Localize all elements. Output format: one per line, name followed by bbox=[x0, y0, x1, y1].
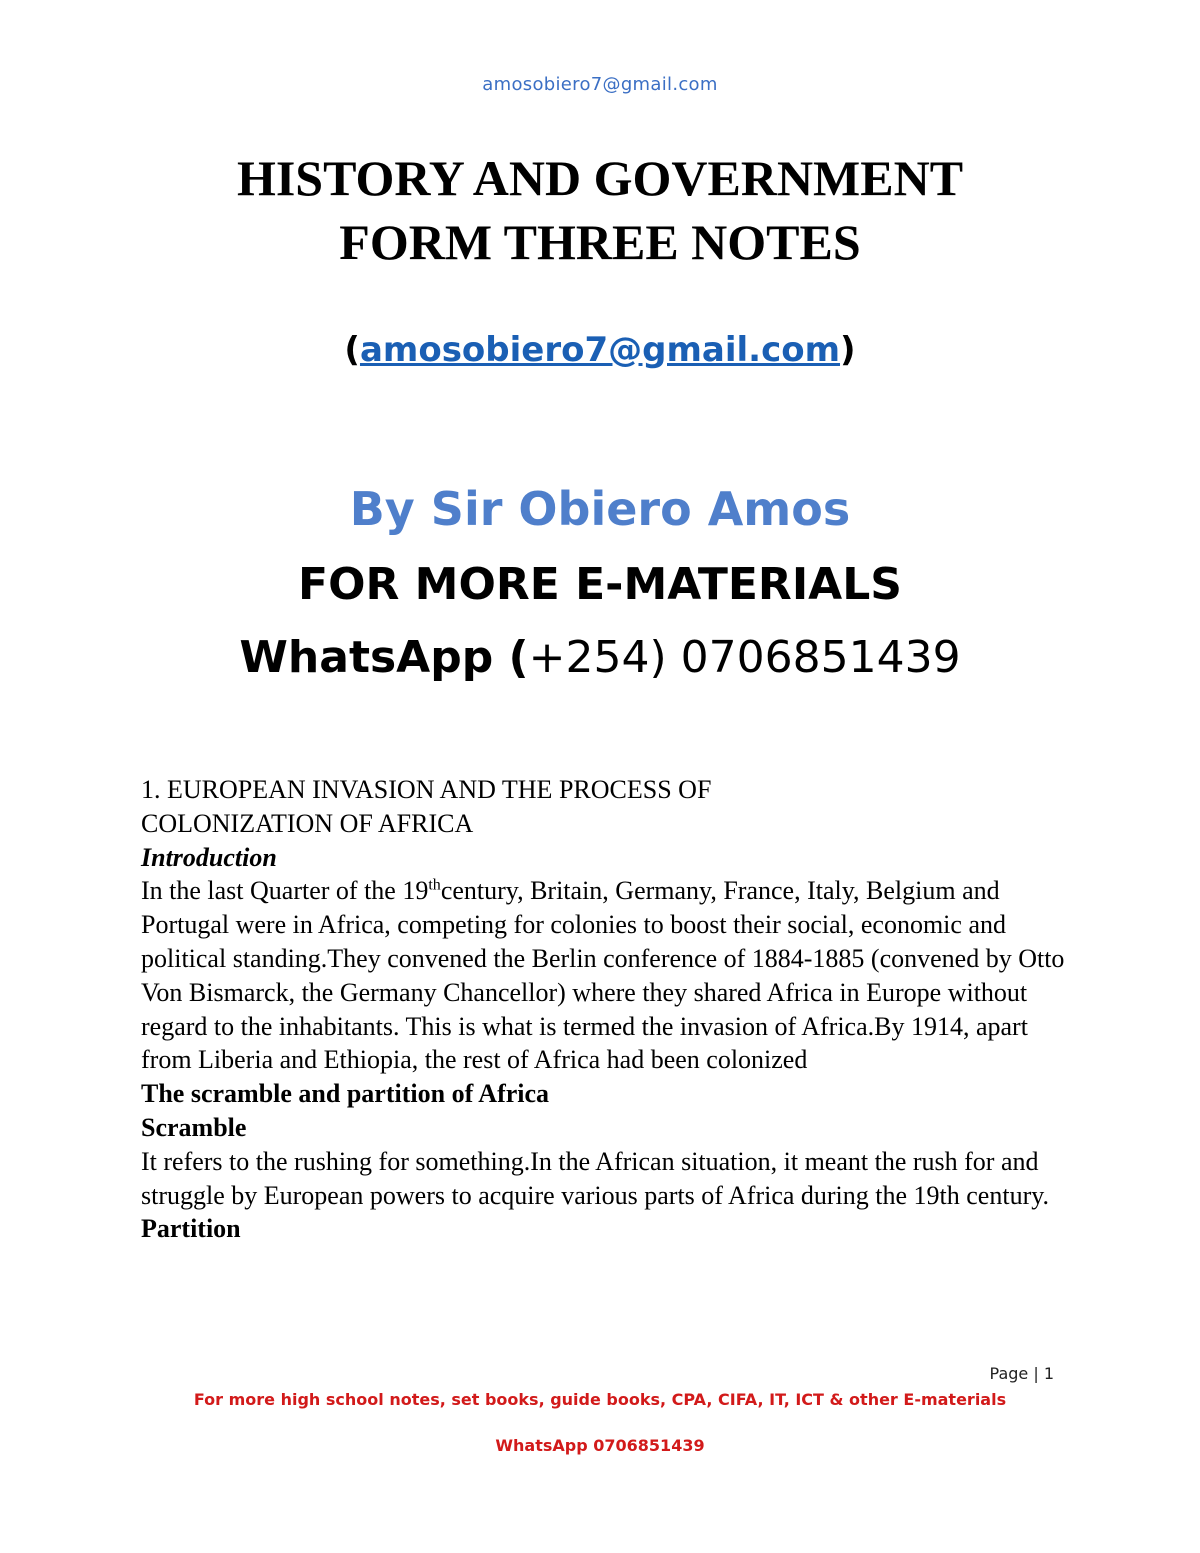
scramble-label: Scramble bbox=[141, 1112, 247, 1142]
scramble-partition-heading: The scramble and partition of Africa bbox=[141, 1079, 550, 1109]
contact-email-line bbox=[0, 328, 1200, 372]
document-body bbox=[141, 773, 1071, 1246]
whatsapp-number: +254) 0706851439 bbox=[528, 632, 961, 683]
section-heading-line1: 1. EUROPEAN INVASION AND THE PROCESS OF bbox=[141, 775, 712, 804]
document-title-line1: HISTORY AND GOVERNMENT bbox=[236, 150, 964, 206]
introduction-label: Introduction bbox=[141, 842, 277, 872]
header-email[interactable]: amosobiero7@gmail.com bbox=[482, 74, 718, 95]
page-number: Page | 1 bbox=[989, 1364, 1054, 1383]
introduction-paragraph bbox=[141, 874, 1071, 1077]
intro-superscript: th bbox=[428, 876, 441, 894]
author-byline: By Sir Obiero Amos bbox=[349, 482, 851, 536]
close-paren: ) bbox=[840, 330, 856, 370]
whatsapp-contact bbox=[0, 630, 1200, 686]
more-materials-heading: FOR MORE E-MATERIALS bbox=[298, 559, 902, 610]
email-link[interactable]: amosobiero7@gmail.com bbox=[359, 330, 841, 370]
open-paren: ( bbox=[344, 330, 360, 370]
intro-text-rest: century, Britain, Germany, France, Italy, Belgium and Portugal were in Africa, competing for colonies to boost their social, economic and political standing.They convened the Berlin conference of 1884-1885 (convened by Otto Von Bismarck, the Germany Chancellor) where they shared Africa in Europe without regard to the inhabitants. This is what is termed the invasion of Africa.By 1914, apart from Liberia and Ethiopia, the rest of Africa had been colonized bbox=[141, 876, 1065, 1075]
whatsapp-label: WhatsApp ( bbox=[239, 632, 529, 683]
scramble-paragraph: It refers to the rushing for something.In the African situation, it meant the rush for and struggle by European powers to acquire various parts of Africa during the 19th century. bbox=[141, 1146, 1050, 1210]
intro-text-start: In the last Quarter of the 19 bbox=[141, 876, 429, 906]
footer-promo: For more high school notes, set books, guide books, CPA, CIFA, IT, ICT & other E-materials bbox=[193, 1390, 1007, 1409]
section-heading-line2: COLONIZATION OF AFRICA bbox=[141, 808, 474, 838]
footer-whatsapp: WhatsApp 0706851439 bbox=[495, 1436, 705, 1455]
partition-label: Partition bbox=[141, 1214, 241, 1244]
document-title-line2: FORM THREE NOTES bbox=[339, 214, 861, 270]
